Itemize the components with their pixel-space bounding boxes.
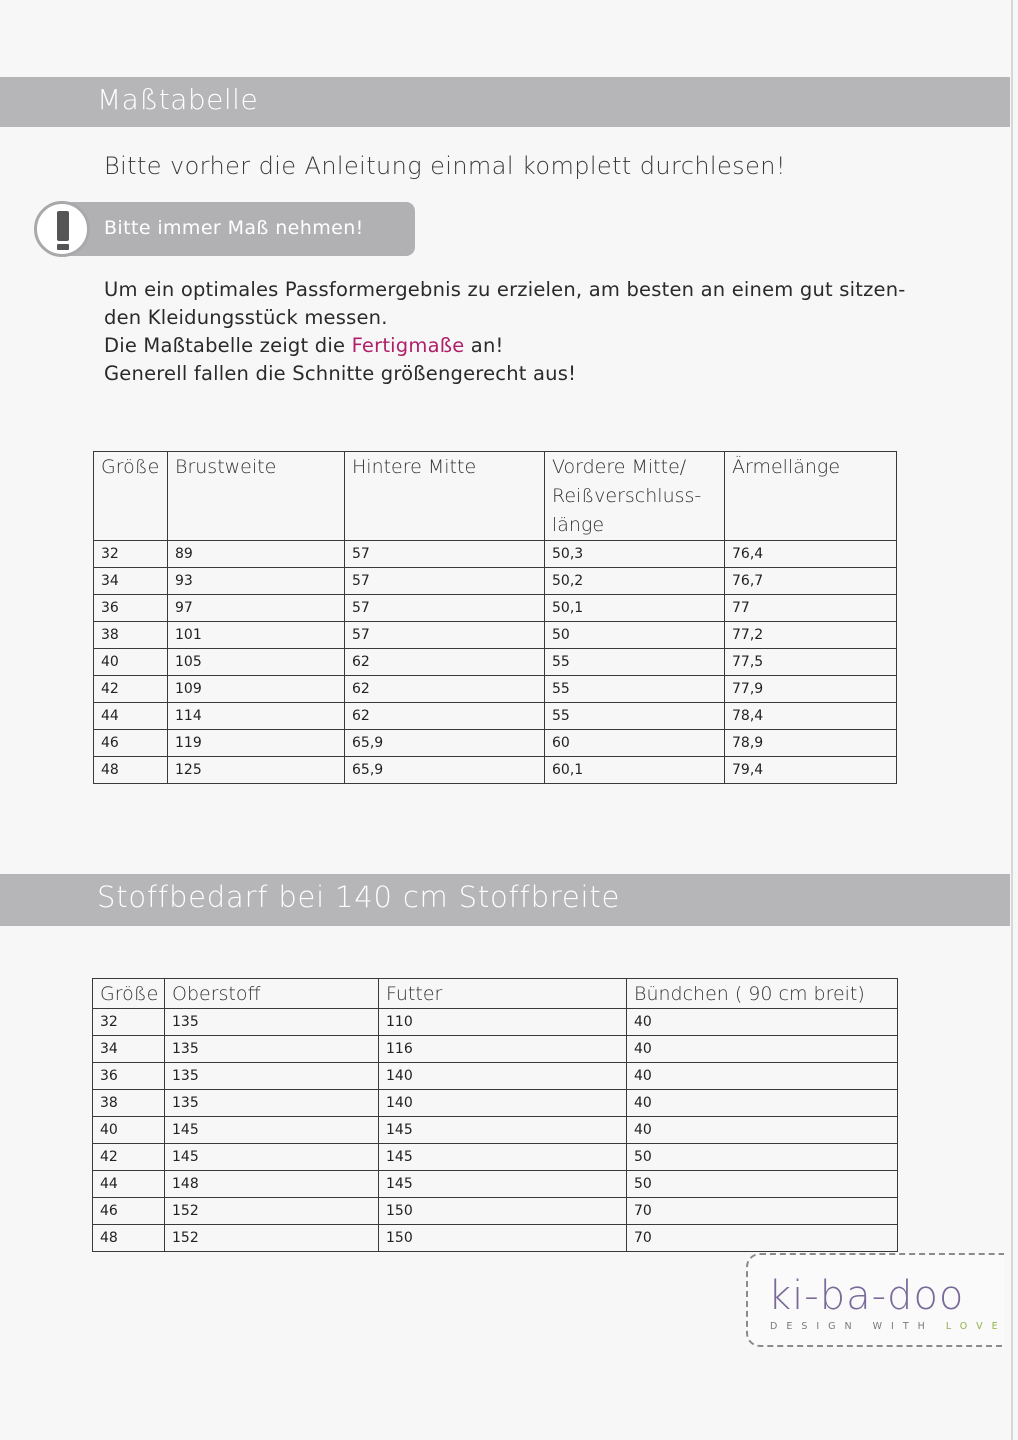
table-cell: 140 — [379, 1090, 627, 1117]
table-cell: 145 — [379, 1144, 627, 1171]
table-row — [94, 649, 897, 676]
table-cell: 57 — [345, 622, 545, 649]
table-cell: 38 — [93, 1090, 165, 1117]
table-cell: 40 — [93, 1117, 165, 1144]
table-cell: 46 — [93, 1198, 165, 1225]
header-cell: Brustweite — [168, 452, 345, 541]
logo-tagline-love: LOVE — [945, 1321, 1007, 1332]
para-line-3-a: Die Maßtabelle zeigt die — [104, 334, 352, 357]
table-row — [93, 1063, 898, 1090]
table-cell: 36 — [93, 1063, 165, 1090]
table-row — [94, 568, 897, 595]
table-cell: 60,1 — [545, 757, 725, 784]
table-cell: 40 — [627, 1117, 898, 1144]
table-cell: 55 — [545, 649, 725, 676]
table-row — [93, 1009, 898, 1036]
table-cell: 145 — [379, 1117, 627, 1144]
intro-text: Bitte vorher die Anleitung einmal komplett durchlesen! — [104, 152, 786, 180]
measure-table-header — [94, 452, 897, 541]
table-row — [93, 1117, 898, 1144]
table-cell: 62 — [345, 703, 545, 730]
table-cell: 77,2 — [725, 622, 897, 649]
table-cell: 57 — [345, 541, 545, 568]
logo-tagline-a: DESIGN WITH — [770, 1321, 946, 1332]
table-cell: 38 — [94, 622, 168, 649]
table-cell: 50,1 — [545, 595, 725, 622]
table-cell: 70 — [627, 1198, 898, 1225]
table-cell: 65,9 — [345, 730, 545, 757]
table-row — [94, 622, 897, 649]
table-row — [93, 1144, 898, 1171]
table-cell: 44 — [94, 703, 168, 730]
header-cell — [545, 452, 725, 541]
table-row — [94, 541, 897, 568]
table-cell: 50,3 — [545, 541, 725, 568]
table-cell: 32 — [94, 541, 168, 568]
table-cell: 78,9 — [725, 730, 897, 757]
table-cell: 89 — [168, 541, 345, 568]
table-row — [93, 1090, 898, 1117]
table-cell: 109 — [168, 676, 345, 703]
table-cell: 119 — [168, 730, 345, 757]
table-cell: 40 — [627, 1009, 898, 1036]
table-cell: 101 — [168, 622, 345, 649]
header-line: länge — [552, 514, 605, 536]
page-edge — [1011, 0, 1013, 1440]
section-title-fabric: Stoffbedarf bei 140 cm Stoffbreite — [97, 880, 621, 914]
table-cell: 40 — [627, 1036, 898, 1063]
table-cell: 42 — [94, 676, 168, 703]
header-cell: Hintere Mitte — [345, 452, 545, 541]
logo-wordmark: ki-ba-doo — [768, 1273, 965, 1319]
header-line: Reißverschluss- — [552, 485, 702, 507]
para-line-2: den Kleidungsstück messen. — [104, 306, 388, 329]
table-row — [94, 703, 897, 730]
table-cell: 62 — [345, 676, 545, 703]
table-cell: 78,4 — [725, 703, 897, 730]
table-cell: 60 — [545, 730, 725, 757]
table-cell: 76,7 — [725, 568, 897, 595]
table-cell: 76,4 — [725, 541, 897, 568]
table-cell: 97 — [168, 595, 345, 622]
table-cell: 50 — [545, 622, 725, 649]
section-header-fabric — [0, 874, 1010, 926]
table-row — [94, 730, 897, 757]
table-cell: 55 — [545, 676, 725, 703]
table-cell: 77,5 — [725, 649, 897, 676]
table-cell: 135 — [165, 1009, 379, 1036]
table-cell: 145 — [165, 1117, 379, 1144]
table-cell: 36 — [94, 595, 168, 622]
table-cell: 135 — [165, 1036, 379, 1063]
table-row — [94, 757, 897, 784]
table-cell: 48 — [94, 757, 168, 784]
table-cell: 135 — [165, 1090, 379, 1117]
measure-table — [93, 451, 897, 784]
fabric-table — [92, 978, 898, 1252]
table-cell: 44 — [93, 1171, 165, 1198]
exclamation-stroke — [57, 211, 69, 241]
table-cell: 114 — [168, 703, 345, 730]
table-cell: 77,9 — [725, 676, 897, 703]
section-title-measure: Maßtabelle — [97, 83, 259, 116]
header-cell: Größe — [94, 452, 168, 541]
table-cell: 79,4 — [725, 757, 897, 784]
table-row — [93, 1171, 898, 1198]
table-cell: 40 — [627, 1063, 898, 1090]
table-cell: 40 — [627, 1090, 898, 1117]
table-row — [94, 595, 897, 622]
header-cell: Oberstoff — [165, 979, 379, 1009]
para-line-4: Generell fallen die Schnitte größengerecht aus! — [104, 362, 577, 385]
table-cell: 93 — [168, 568, 345, 595]
instructions-paragraph — [104, 276, 906, 388]
exclamation-dot — [57, 244, 69, 250]
table-cell: 42 — [93, 1144, 165, 1171]
table-cell: 34 — [93, 1036, 165, 1063]
highlight-fertigmasse: Fertigmaße — [351, 334, 465, 357]
para-line-1: Um ein optimales Passformergebnis zu erzielen, am besten an einem gut sitzen- — [104, 278, 906, 301]
table-cell: 32 — [93, 1009, 165, 1036]
exclamation-icon — [34, 201, 90, 257]
table-row — [93, 1225, 898, 1252]
table-row — [94, 676, 897, 703]
notice-text: Bitte immer Maß nehmen! — [104, 217, 364, 239]
header-cell: Bündchen ( 90 cm breit) — [627, 979, 898, 1009]
table-cell: 145 — [379, 1171, 627, 1198]
table-cell: 48 — [93, 1225, 165, 1252]
table-cell: 65,9 — [345, 757, 545, 784]
table-cell: 125 — [168, 757, 345, 784]
table-cell: 110 — [379, 1009, 627, 1036]
brand-logo — [746, 1253, 1007, 1347]
table-cell: 55 — [545, 703, 725, 730]
table-row — [93, 1036, 898, 1063]
table-cell: 57 — [345, 595, 545, 622]
header-cell: Futter — [379, 979, 627, 1009]
header-cell: Ärmellänge — [725, 452, 897, 541]
table-cell: 34 — [94, 568, 168, 595]
table-cell: 50 — [627, 1144, 898, 1171]
table-cell: 105 — [168, 649, 345, 676]
table-cell: 116 — [379, 1036, 627, 1063]
table-row — [93, 1198, 898, 1225]
notice-banner — [34, 201, 416, 257]
table-cell: 135 — [165, 1063, 379, 1090]
header-cell: Größe — [93, 979, 165, 1009]
table-cell: 50 — [627, 1171, 898, 1198]
table-cell: 62 — [345, 649, 545, 676]
table-cell: 50,2 — [545, 568, 725, 595]
para-line-3-b: an! — [464, 334, 504, 357]
logo-tagline — [770, 1321, 1007, 1332]
table-cell: 148 — [165, 1171, 379, 1198]
table-cell: 140 — [379, 1063, 627, 1090]
table-cell: 150 — [379, 1225, 627, 1252]
table-cell: 150 — [379, 1198, 627, 1225]
para-line-3 — [104, 332, 894, 360]
header-line: Vordere Mitte/ — [552, 456, 687, 478]
table-cell: 77 — [725, 595, 897, 622]
table-cell: 46 — [94, 730, 168, 757]
table-cell: 152 — [165, 1225, 379, 1252]
table-cell: 57 — [345, 568, 545, 595]
table-cell: 145 — [165, 1144, 379, 1171]
section-header-measure — [0, 77, 1010, 127]
fabric-table-header — [93, 979, 898, 1009]
table-cell: 40 — [94, 649, 168, 676]
table-cell: 152 — [165, 1198, 379, 1225]
table-cell: 70 — [627, 1225, 898, 1252]
